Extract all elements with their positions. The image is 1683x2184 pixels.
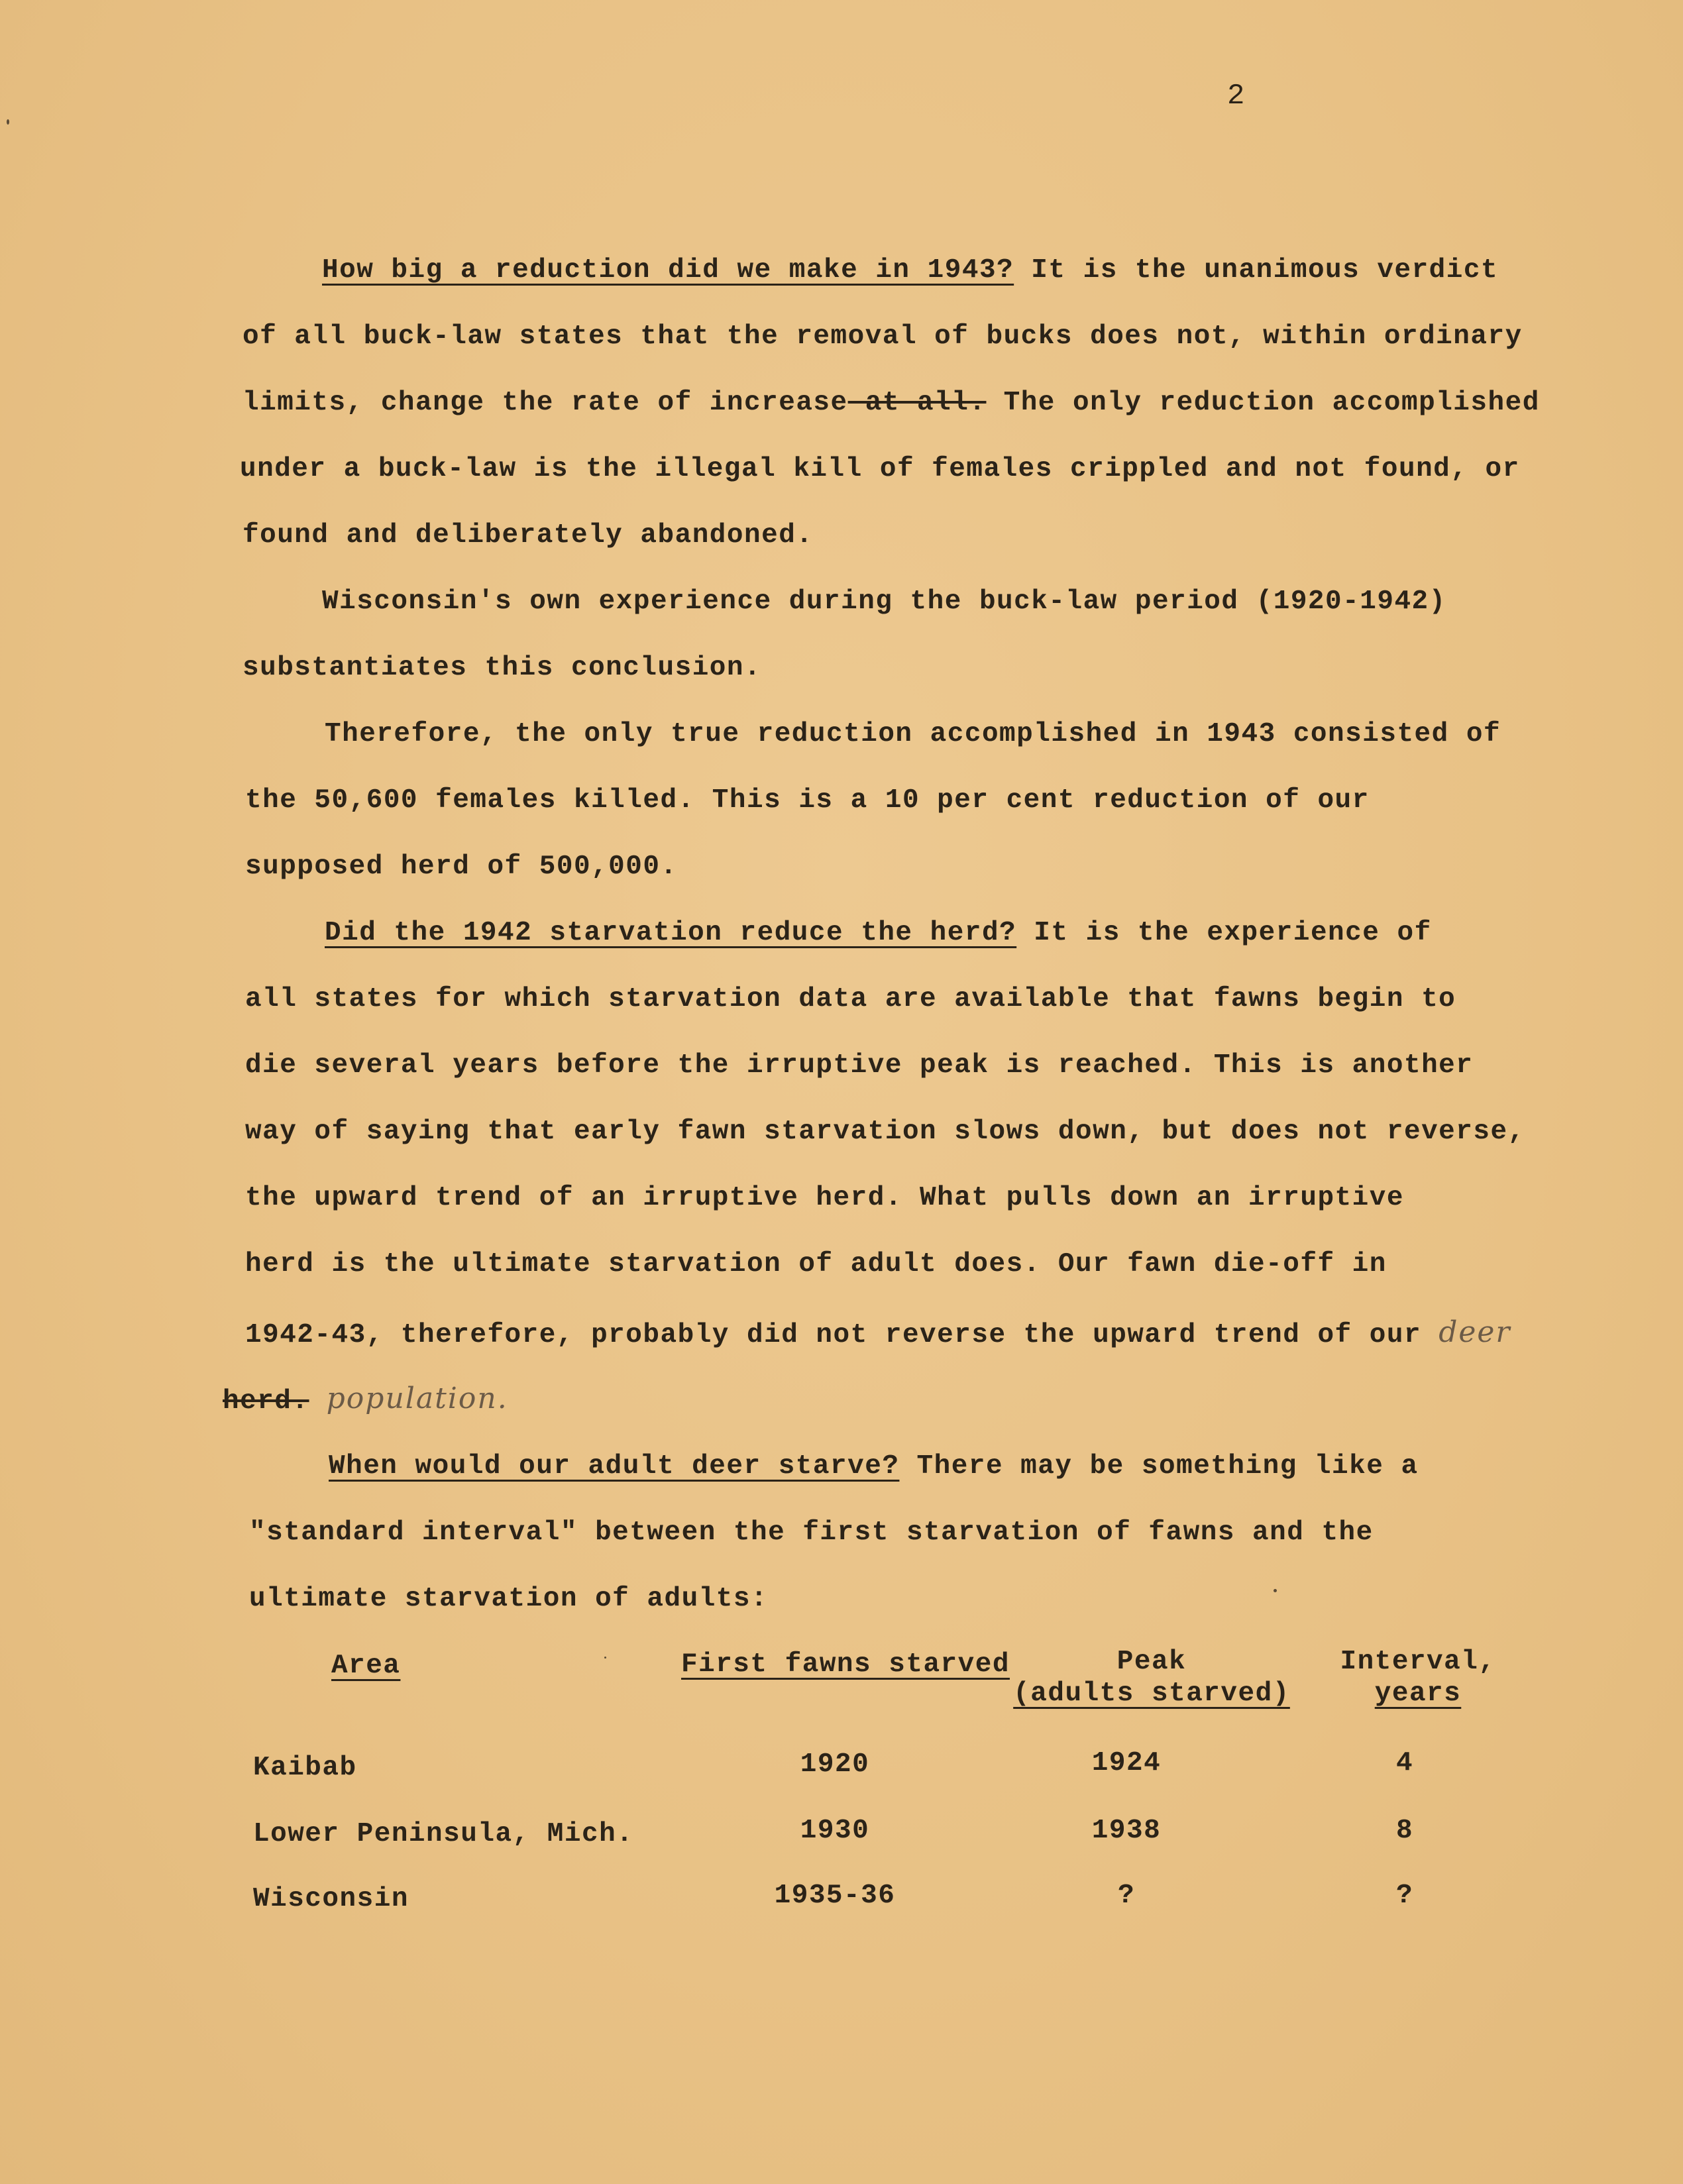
paragraph-line: herd is the ultimate starvation of adult does. Our fawn die-off in — [245, 1249, 1387, 1280]
section-heading-starvation: Did the 1942 starvation reduce the herd? — [325, 918, 1017, 948]
table-header-peak: Peak (adults starved) — [1013, 1647, 1290, 1709]
table-cell-area: Wisconsin — [253, 1884, 409, 1914]
paragraph-line: the upward trend of an irruptive herd. What pulls down an irruptive — [245, 1183, 1404, 1213]
table-cell-first-fawns: 1930 — [800, 1816, 870, 1846]
paragraph-line: of all buck-law states that the removal of bucks does not, within ordinary — [243, 321, 1523, 352]
paragraph-line: way of saying that early fawn starvation slows down, but does not reverse, — [245, 1117, 1525, 1147]
table-header-first-fawns: First fawns starved — [681, 1649, 1010, 1680]
paragraph-line — [223, 1382, 508, 1417]
section-heading-adult-starve: When would our adult deer starve? — [329, 1451, 900, 1482]
paragraph-line: "standard interval" between the first starvation of fawns and the — [249, 1517, 1374, 1548]
table-cell-peak: 1924 — [1091, 1748, 1162, 1778]
paragraph-line: all states for which starvation data are available that fawns begin to — [245, 984, 1456, 1014]
table-cell-peak: 1938 — [1091, 1816, 1162, 1846]
paragraph-line: under a buck-law is the illegal kill of females crippled and not found, or — [240, 454, 1520, 484]
paragraph-line: Therefore, the only true reduction accomplished in 1943 consisted of — [325, 719, 1501, 749]
paragraph-line: Did the 1942 starvation reduce the herd? It is the experience of — [325, 918, 1432, 948]
table-header-area: Area — [331, 1651, 401, 1681]
handwritten-insertion: deer — [1439, 1315, 1511, 1349]
table-cell-first-fawns: 1920 — [800, 1749, 870, 1780]
paragraph-line: die several years before the irruptive peak is reached. This is another — [245, 1050, 1474, 1081]
paper-speck — [1274, 1589, 1277, 1592]
paragraph-line: found and deliberately abandoned. — [243, 520, 814, 551]
table-cell-first-fawns: 1935-36 — [774, 1881, 896, 1911]
paragraph-line: supposed herd of 500,000. — [245, 851, 678, 882]
paragraph-line: 1942-43, therefore, probably did not reverse the upward trend of our deer — [245, 1315, 1511, 1350]
paragraph-line: ultimate starvation of adults: — [249, 1584, 769, 1614]
table-cell-interval: ? — [1395, 1881, 1414, 1911]
struck-text: herd. — [223, 1386, 309, 1417]
paragraph-line: When would our adult deer starve? There may be something like a — [329, 1451, 1419, 1482]
paragraph-line: substantiates this conclusion. — [243, 653, 762, 683]
table-cell-interval: 4 — [1395, 1748, 1414, 1778]
paragraph-line: limits, change the rate of increase at all. The only reduction accomplished — [243, 388, 1540, 418]
table-cell-interval: 8 — [1395, 1816, 1414, 1846]
struck-text: at all. — [847, 388, 987, 418]
paragraph-line: the 50,600 females killed. This is a 10 per cent reduction of our — [245, 785, 1370, 816]
paper-speck — [7, 119, 9, 125]
paragraph-line: How big a reduction did we make in 1943? It is the unanimous verdict — [322, 255, 1499, 286]
table-cell-area: Lower Peninsula, Mich. — [253, 1819, 634, 1849]
page-number: 2 — [1227, 80, 1245, 113]
paper-speck — [604, 1657, 606, 1659]
table-header-interval: Interval, years — [1340, 1647, 1496, 1709]
paragraph-line: Wisconsin's own experience during the buck-law period (1920-1942) — [322, 586, 1446, 617]
table-cell-area: Kaibab — [253, 1753, 357, 1783]
handwritten-insertion: population. — [326, 1382, 508, 1415]
table-cell-peak: ? — [1117, 1881, 1136, 1911]
section-heading-reduction: How big a reduction did we make in 1943? — [322, 255, 1014, 286]
